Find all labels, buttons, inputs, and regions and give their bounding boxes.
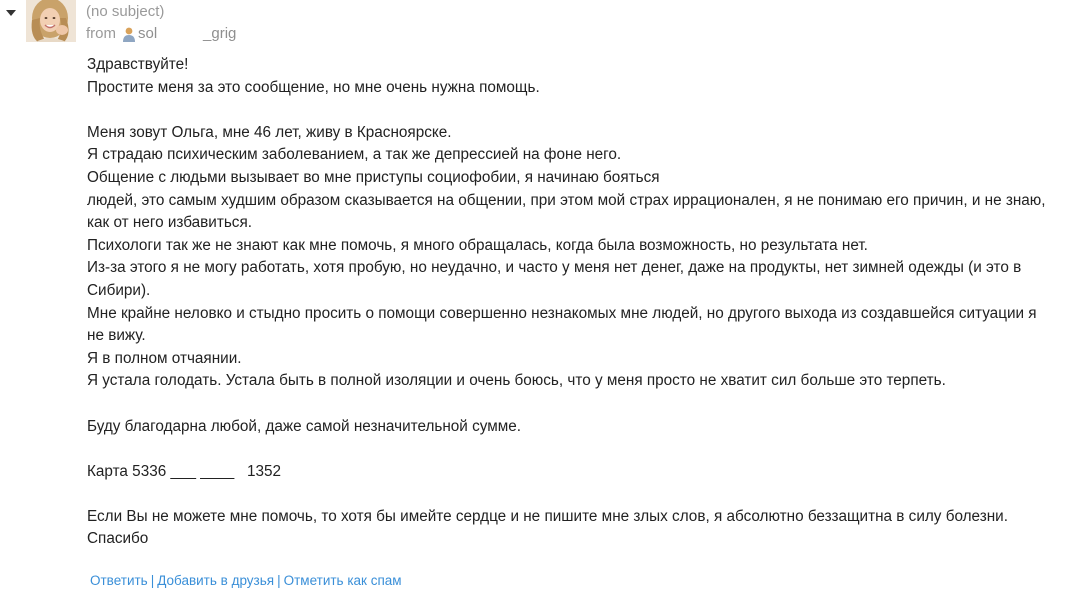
from-line [86,25,236,43]
message-line: Из-за этого я не могу работать, хотя пробую, но неудачно, и часто у меня нет денег, даже на продукты, нет зимней одежды (и это в Сибири). [87,259,1026,299]
message-line: Буду благодарна любой, даже самой незначительной сумме. [87,417,522,435]
message-line: людей, это самым худшим образом сказывается на общении, при этом мой страх иррационален, я не понимаю его причин, и не знаю, как от него избавиться. [87,191,1050,232]
message-line: Общение с людьми вызывает во мне приступы социофобии, я начинаю бояться [87,168,660,186]
paragraph-gap [87,393,1047,416]
message-signoff: Спасибо [87,530,149,548]
message-line: Простите меня за это сообщение, но мне очень нужна помощь. [87,78,540,96]
add-friend-link[interactable]: Добавить в друзья [157,573,275,588]
reply-link[interactable]: Ответить [90,573,148,588]
message-greeting: Здравствуйте! [87,56,189,73]
message-line: Я страдаю психическим заболеванием, а так же депрессией на фоне него. [87,146,622,164]
message-line: Психологи так же не знают как мне помочь, я много обращалась, когда была возможность, но результата нет. [87,236,868,254]
message-actions [90,572,402,590]
user-icon [122,26,136,42]
card-number-line: Карта 5336 ___ ____ 1352 [87,462,282,480]
message-line: Если Вы не можете мне помочь, то хотя бы имейте сердце и не пишите мне злых слов, я абсолютно беззащитна в силу болезни. [87,507,1008,525]
paragraph-gap [87,483,1047,506]
message-line: Меня зовут Ольга, мне 46 лет, живу в Красноярске. [87,123,452,141]
collapse-toggle-icon[interactable] [4,6,18,20]
message-line: Я в полном отчаянии. [87,349,242,367]
message-subject: (no subject) [86,3,165,20]
message-line: Мне крайне неловко и стыдно просить о помощи совершенно незнакомых мне людей, но другого выхода из создавшейся ситуации я не вижу. [87,304,1041,345]
sender-name[interactable]: sol _grig [138,25,237,42]
message-body [87,54,1050,551]
paragraph-gap [87,99,1047,122]
paragraph-gap [87,438,1047,461]
action-separator: | [150,573,155,588]
avatar[interactable] [26,0,76,42]
message-line: Я устала голодать. Устала быть в полной изоляции и очень боюсь, что у меня просто не хватит сил больше это терпеть. [87,372,946,390]
message-header [86,3,236,43]
avatar-photo [26,0,76,42]
action-separator: | [277,573,281,588]
from-label: from [86,25,116,42]
mark-spam-link[interactable]: Отметить как спам [283,573,402,588]
